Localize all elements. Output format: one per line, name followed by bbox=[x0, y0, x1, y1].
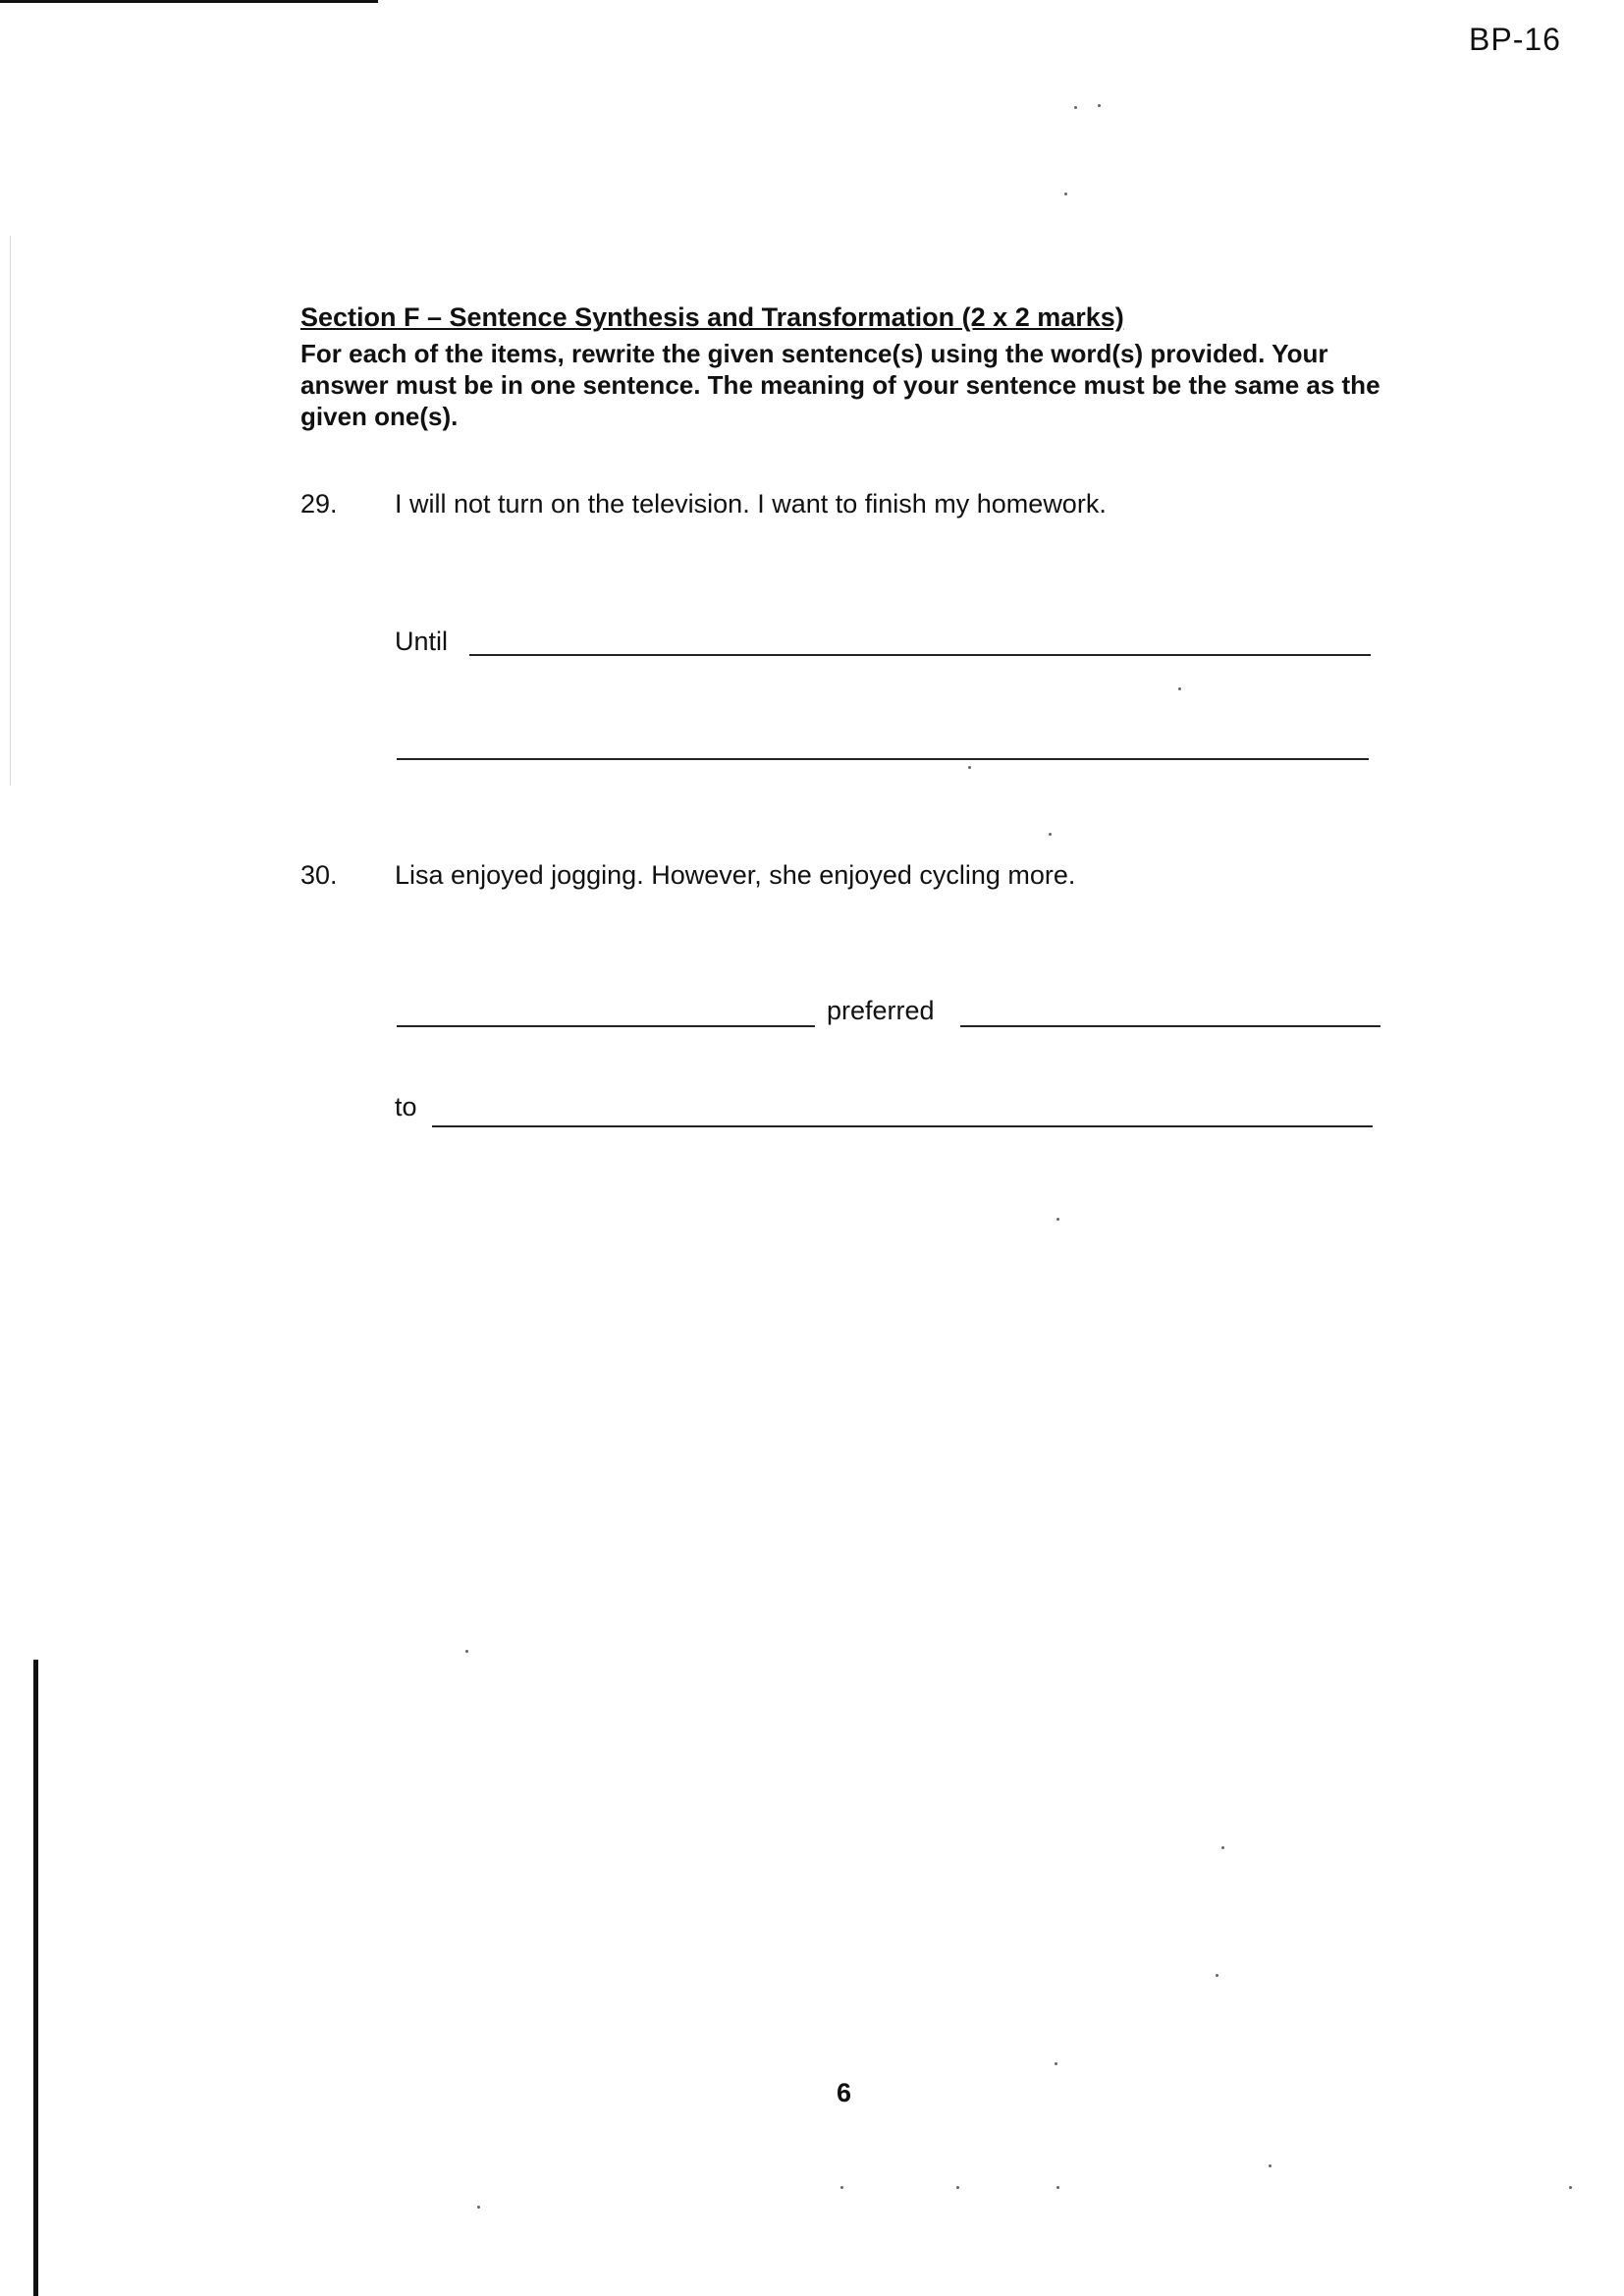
scan-speck bbox=[1098, 104, 1101, 107]
question-30-cue-to: to bbox=[395, 1092, 417, 1121]
scan-speck bbox=[1064, 192, 1067, 195]
scan-edge-top bbox=[0, 0, 378, 3]
scan-speck bbox=[840, 2186, 843, 2189]
scan-speck bbox=[1056, 2186, 1059, 2189]
question-30-number: 30. bbox=[300, 860, 338, 890]
section-instructions: For each of the items, rewrite the given sentence(s) using the word(s) provided. Your answer must be in one sentence. The meaning of your sentence must be the same as the given one(s). bbox=[300, 339, 1380, 431]
scan-speck bbox=[1055, 2062, 1057, 2065]
question-29-number: 29. bbox=[300, 489, 338, 519]
question-29-answer-line-2[interactable] bbox=[397, 758, 1369, 760]
question-30-answer-line-to[interactable] bbox=[432, 1125, 1373, 1127]
question-29-text: I will not turn on the television. I want to finish my homework. bbox=[395, 489, 1107, 519]
scan-speck bbox=[1221, 1846, 1224, 1849]
scan-speck bbox=[1269, 2164, 1272, 2167]
question-30-answer-line-before-cue[interactable] bbox=[397, 1025, 815, 1027]
scan-speck bbox=[1074, 106, 1077, 109]
scan-speck bbox=[1216, 1974, 1218, 1977]
question-30-cue-preferred: preferred bbox=[827, 996, 935, 1025]
scan-edge-left bbox=[33, 1660, 38, 2296]
question-30-text: Lisa enjoyed jogging. However, she enjoyed cycling more. bbox=[395, 860, 1076, 890]
page-number: 6 bbox=[837, 2078, 852, 2107]
scan-speck bbox=[1569, 2186, 1572, 2189]
section-heading: Section F – Sentence Synthesis and Transformation (2 x 2 marks) bbox=[300, 302, 1124, 332]
page-code: BP-16 bbox=[1469, 22, 1561, 57]
question-29-answer-line-1[interactable] bbox=[469, 654, 1371, 656]
question-29-cue-until: Until bbox=[395, 627, 449, 656]
scan-speck bbox=[465, 1650, 468, 1653]
scan-edge-faint bbox=[10, 236, 11, 786]
scan-speck bbox=[1056, 1218, 1059, 1221]
question-30-answer-line-after-cue[interactable] bbox=[960, 1025, 1380, 1027]
scan-speck bbox=[1049, 833, 1052, 836]
scan-speck bbox=[968, 766, 971, 769]
scan-speck bbox=[956, 2186, 959, 2189]
scan-speck bbox=[477, 2206, 480, 2209]
scan-speck bbox=[1178, 687, 1181, 690]
